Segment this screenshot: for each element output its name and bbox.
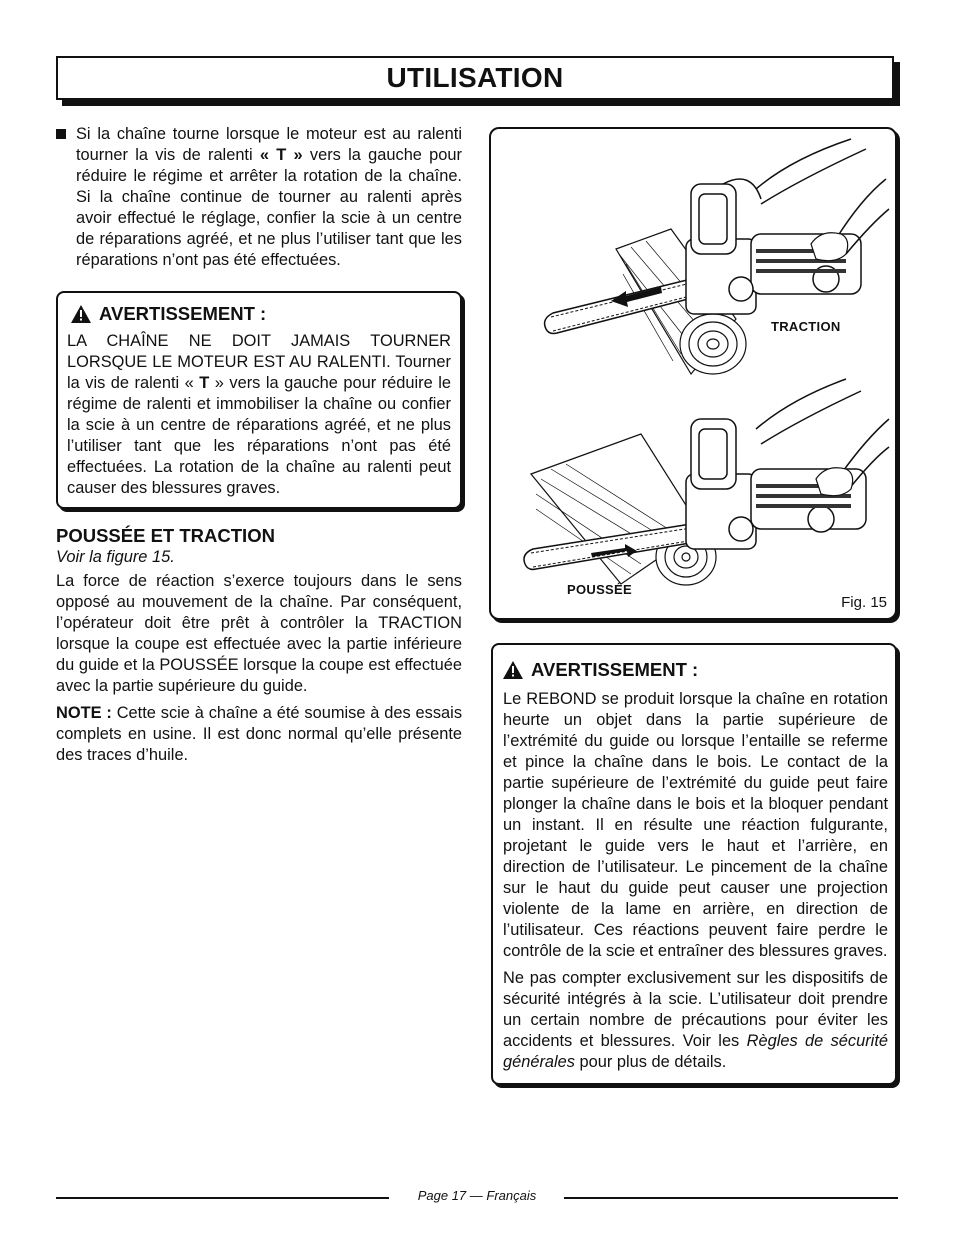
bullet-text-bold: « T » (259, 146, 303, 164)
warning2-header (503, 659, 888, 681)
footer-page-number: Page 17 — Français (417, 1188, 537, 1203)
section-subtitle: Voir la figure 15. (56, 548, 175, 566)
left-column (56, 124, 462, 766)
bullet-text-1: Si la chaîne tourne lorsque le moteur est au ralenti tourner la vis de ralenti (76, 125, 462, 164)
bullet-text-2: vers la gauche pour réduire le régime et arrêter la rotation de la chaîne. Si la chaîne continue de tourner au ralenti après avoir effectué le réglage, confier la scie à un centre de réparations agréé, et ne plus l’utiliser tant que les réparations n’ont pas été effectuées. (76, 146, 462, 269)
section-push-pull (56, 525, 462, 766)
warning2-p2-text-2: pour plus de détails. (575, 1053, 727, 1071)
figure-caption: Fig. 15 (841, 594, 887, 611)
section-title: POUSSÉE ET TRACTION (56, 525, 275, 546)
warning-box-kickback (491, 643, 897, 1085)
push-scene (524, 379, 889, 585)
traction-scene (545, 139, 889, 374)
warning-box-idle (56, 291, 462, 509)
note-text: Cette scie à chaîne a été soumise à des essais complets en usine. Il est donc normal qu’elle présente des traces d’huile. (56, 704, 463, 764)
traction-label: TRACTION (771, 319, 841, 334)
section-paragraph: La force de réaction s’exerce toujours dans le sens opposé au mouvement de la chaîne. Par conséquent, l’opérateur doit être prêt à contrôler la TRACTION lorsque la coupe est effectuée avec la partie inférieure du guide et la POUSSÉE lorsque la coupe est effectuée avec la partie supérieure du guide. (56, 572, 462, 695)
figure-15-box (489, 127, 897, 620)
warning2-paragraph-2 (503, 968, 888, 1073)
warning-text-bold: T (199, 374, 210, 392)
warning-text-2: » vers la gauche pour réduire le régime de ralenti et immobiliser la chaîne ou confier la scie à un centre de réparations agréé, et ne plus l’utiliser tant que les réparations n’ont pas été effectuées. La rotation de la chaîne au ralenti peut causer des blessures graves. (67, 374, 451, 497)
bullet-square-icon (56, 129, 66, 139)
warning-header (71, 303, 451, 325)
page-title-bar (56, 56, 894, 100)
poussee-label: POUSSÉE (567, 582, 632, 597)
warning-text-1: LA CHAÎNE NE DOIT JAMAIS TOURNER LORSQUE LE MOTEUR EST AU RALENTI. Tourner la vis de ralenti « (67, 332, 451, 392)
bullet-paragraph (56, 124, 462, 271)
warning2-paragraph-1: Le REBOND se produit lorsque la chaîne en rotation heurte un objet dans la partie supérieure de l’extrémité du guide ou lorsque l’entaille se referme et pince la chaîne dans le bois. Le contact de la partie supérieure de l’extrémité du guide peut faire plonger la chaîne dans le bois et la bloquer pendant un instant. Il en résulte une réaction fulgurante, projetant le guide vers le haut et l’arrière, en direction de l’utilisateur. Le pincement de la chaîne sur le haut du guide peut causer une projection violente de la lame en arrière, en direction de l’utilisateur. Ces réactions peuvent faire perdre le contrôle de la scie et entraîner des blessures graves. (503, 690, 888, 960)
page-title: UTILISATION (386, 62, 564, 93)
note-paragraph (56, 703, 462, 766)
warning2-p2-text-1: Ne pas compter exclusivement sur les dispositifs de sécurité intégrés à la scie. L’utilisateur doit prendre un certain nombre de précautions pour éviter les accidents et blessures. Voir les (503, 969, 888, 1050)
warning-title: AVERTISSEMENT : (99, 303, 267, 324)
warning-text (67, 331, 451, 499)
chainsaw-illustration (491, 129, 891, 614)
warning2-title: AVERTISSEMENT : (531, 659, 699, 680)
warning-triangle-icon (71, 305, 91, 323)
note-label: NOTE : (56, 704, 112, 722)
warning-triangle-icon (503, 661, 523, 679)
warning2-p2-italic: Règles de sécurité générales (503, 1032, 888, 1071)
